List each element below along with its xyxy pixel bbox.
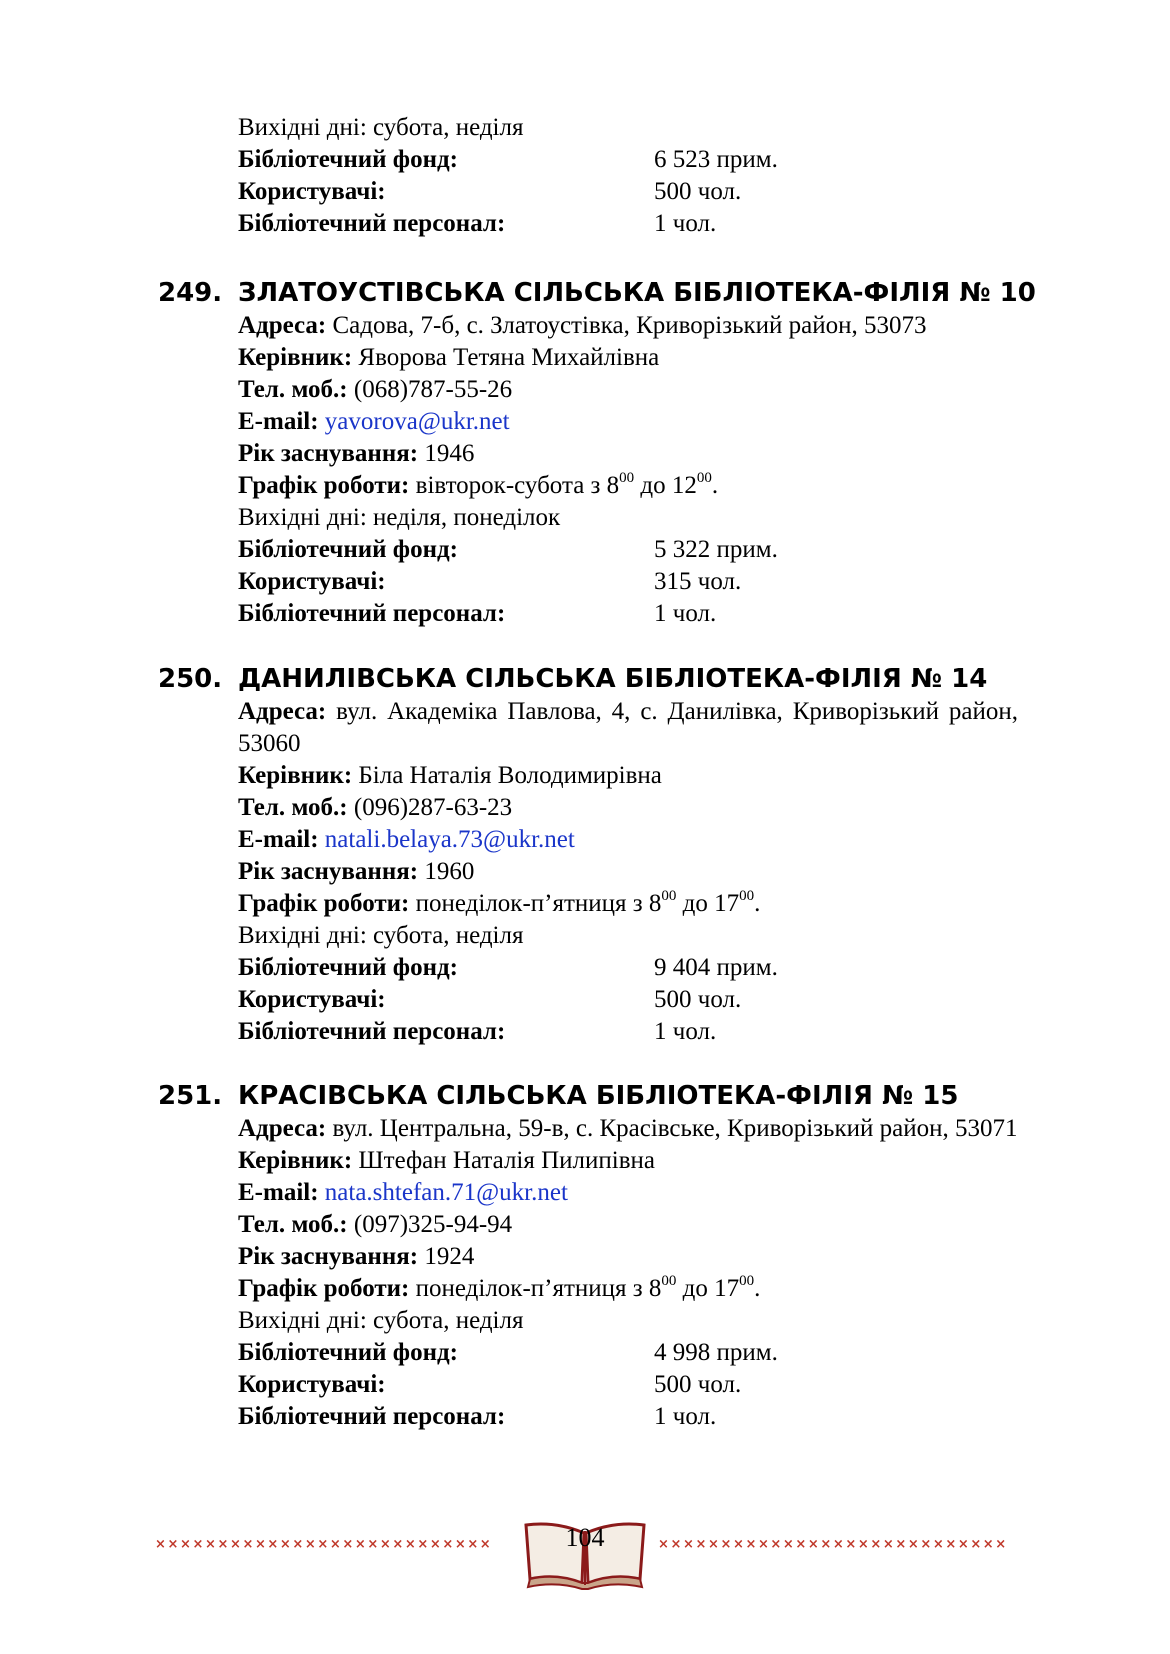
phone-row bbox=[158, 1209, 1018, 1241]
phone-value: (068)787-55-26 bbox=[353, 376, 513, 403]
founded-row bbox=[158, 856, 1018, 888]
founded-row bbox=[158, 438, 1018, 470]
entry-title: ЗЛАТОУСТІВСЬКА СІЛЬСЬКА БІБЛІОТЕКА-ФІЛІЯ № 10 bbox=[238, 278, 1036, 308]
email-row bbox=[158, 824, 1018, 856]
head-value: Біла Наталія Володимирівна bbox=[358, 762, 662, 789]
fund-label: Бібліотечний фонд: bbox=[238, 954, 458, 981]
days-off: Вихідні дні: субота, неділя bbox=[238, 114, 524, 141]
schedule-label: Графік роботи: bbox=[238, 1275, 410, 1302]
library-entry-251 bbox=[158, 1079, 1018, 1433]
fund-row bbox=[158, 1337, 1018, 1369]
users-row bbox=[158, 1369, 1018, 1401]
head-label: Керівник: bbox=[238, 344, 353, 371]
founded-row bbox=[158, 1241, 1018, 1273]
users-label: Користувачі: bbox=[238, 178, 386, 205]
address-label: Адреса: bbox=[238, 1115, 327, 1142]
address-label: Адреса: bbox=[238, 312, 327, 339]
schedule-mid: до 12 bbox=[640, 472, 697, 499]
entry-title: КРАСІВСЬКА СІЛЬСЬКА БІБЛІОТЕКА-ФІЛІЯ № 15 bbox=[238, 1081, 959, 1111]
users-row bbox=[158, 566, 1018, 598]
days-off: Вихідні дні: неділя, понеділок bbox=[238, 504, 561, 531]
schedule-label: Графік роботи: bbox=[238, 472, 410, 499]
phone-row bbox=[158, 374, 1018, 406]
schedule-text: понеділок-п’ятниця з 8 bbox=[415, 890, 662, 917]
address-row bbox=[158, 310, 1018, 342]
staff-label: Бібліотечний персонал: bbox=[238, 600, 506, 627]
users-value: 500 чол. bbox=[654, 986, 742, 1013]
decorative-stars-left: ××××××××××××××××××××××××××× bbox=[155, 1537, 493, 1552]
phone-label: Тел. моб.: bbox=[238, 1211, 348, 1238]
founded-label: Рік заснування: bbox=[238, 858, 419, 885]
head-value: Яворова Тетяна Михайлівна bbox=[358, 344, 660, 371]
entry-heading bbox=[158, 276, 1036, 310]
founded-value: 1946 bbox=[424, 440, 475, 467]
head-row bbox=[158, 342, 1018, 374]
founded-label: Рік заснування: bbox=[238, 440, 419, 467]
staff-value: 1 чол. bbox=[654, 600, 717, 627]
email-link[interactable]: yavorova@ukr.net bbox=[324, 408, 510, 435]
address-value: Садова, 7-б, с. Златоустівка, Криворізький район, 53073 bbox=[332, 312, 927, 339]
phone-label: Тел. моб.: bbox=[238, 376, 348, 403]
fund-row bbox=[158, 952, 1018, 984]
fund-value: 4 998 прим. bbox=[654, 1339, 778, 1366]
phone-row bbox=[158, 792, 1018, 824]
head-value: Штефан Наталія Пилипівна bbox=[358, 1147, 656, 1174]
days-off: Вихідні дні: субота, неділя bbox=[238, 922, 524, 949]
address-row bbox=[158, 1113, 1018, 1145]
staff-value: 1 чол. bbox=[654, 1018, 717, 1045]
library-entry-250 bbox=[158, 662, 1018, 1048]
schedule-end: . bbox=[754, 890, 761, 917]
schedule-sup-start: 00 bbox=[661, 1273, 677, 1289]
head-row bbox=[158, 760, 1018, 792]
staff-label: Бібліотечний персонал: bbox=[238, 1018, 506, 1045]
users-value: 315 чол. bbox=[654, 568, 742, 595]
staff-label: Бібліотечний персонал: bbox=[238, 1403, 506, 1430]
previous-entry-tail bbox=[158, 112, 1018, 240]
fund-label: Бібліотечний фонд: bbox=[238, 536, 458, 563]
schedule-sup-start: 00 bbox=[619, 470, 635, 486]
library-entry-249 bbox=[158, 276, 1036, 630]
email-row bbox=[158, 1177, 1018, 1209]
users-label: Користувачі: bbox=[238, 986, 386, 1013]
address-row bbox=[158, 696, 1018, 760]
schedule-end: . bbox=[711, 472, 719, 499]
phone-value: (097)325-94-94 bbox=[353, 1211, 513, 1238]
founded-value: 1924 bbox=[424, 1243, 475, 1270]
schedule-row bbox=[158, 888, 1018, 920]
head-row bbox=[158, 1145, 1018, 1177]
staff-value: 1 чол. bbox=[654, 210, 717, 237]
fund-value: 9 404 прим. bbox=[654, 954, 778, 981]
phone-value: (096)287-63-23 bbox=[353, 794, 513, 821]
entry-heading bbox=[158, 662, 1018, 696]
staff-row bbox=[158, 1401, 1018, 1433]
schedule-sup-end: 00 bbox=[696, 470, 712, 486]
schedule-text: вівторок-субота з 8 bbox=[415, 472, 620, 499]
address-value: вул. Центральна, 59-в, с. Красівське, Криворізький район, 53071 bbox=[332, 1115, 1018, 1142]
phone-label: Тел. моб.: bbox=[238, 794, 348, 821]
fund-row bbox=[158, 534, 1018, 566]
staff-value: 1 чол. bbox=[654, 1403, 717, 1430]
staff-label: Бібліотечний персонал: bbox=[238, 210, 506, 237]
schedule-end: . bbox=[754, 1275, 761, 1302]
head-label: Керівник: bbox=[238, 1147, 353, 1174]
entry-heading bbox=[158, 1079, 1018, 1113]
staff-row bbox=[158, 208, 1018, 240]
schedule-sup-end: 00 bbox=[739, 1273, 755, 1289]
staff-row bbox=[158, 598, 1018, 630]
users-label: Користувачі: bbox=[238, 1371, 386, 1398]
email-label: E-mail: bbox=[238, 408, 319, 435]
decorative-stars-right: ×××××××××××××××××××××××××××× bbox=[658, 1537, 1008, 1552]
entry-number: 249. bbox=[158, 278, 223, 308]
email-label: E-mail: bbox=[238, 1179, 319, 1206]
email-link[interactable]: natali.belaya.73@ukr.net bbox=[324, 826, 575, 853]
entry-number: 250. bbox=[158, 664, 223, 694]
email-label: E-mail: bbox=[238, 826, 319, 853]
fund-label: Бібліотечний фонд: bbox=[238, 146, 458, 173]
entry-title: ДАНИЛІВСЬКА СІЛЬСЬКА БІБЛІОТЕКА-ФІЛІЯ № 14 bbox=[238, 664, 988, 694]
schedule-mid: до 17 bbox=[682, 890, 740, 917]
staff-row bbox=[158, 1016, 1018, 1048]
head-label: Керівник: bbox=[238, 762, 353, 789]
users-label: Користувачі: bbox=[238, 568, 386, 595]
users-row bbox=[158, 176, 1018, 208]
email-link[interactable]: nata.shtefan.71@ukr.net bbox=[324, 1179, 568, 1206]
fund-value: 6 523 прим. bbox=[654, 146, 778, 173]
schedule-text: понеділок-п’ятниця з 8 bbox=[415, 1275, 662, 1302]
schedule-sup-end: 00 bbox=[739, 888, 755, 904]
users-row bbox=[158, 984, 1018, 1016]
schedule-row bbox=[158, 1273, 1018, 1305]
page-number: 104 bbox=[565, 1523, 605, 1552]
schedule-sup-start: 00 bbox=[661, 888, 677, 904]
users-value: 500 чол. bbox=[654, 178, 742, 205]
fund-row bbox=[158, 144, 1018, 176]
founded-value: 1960 bbox=[424, 858, 475, 885]
days-off: Вихідні дні: субота, неділя bbox=[238, 1307, 524, 1334]
page-footer bbox=[0, 1515, 1170, 1595]
schedule-row bbox=[158, 470, 1018, 502]
fund-label: Бібліотечний фонд: bbox=[238, 1339, 458, 1366]
email-row bbox=[158, 406, 1018, 438]
schedule-mid: до 17 bbox=[682, 1275, 740, 1302]
fund-value: 5 322 прим. bbox=[654, 536, 778, 563]
users-value: 500 чол. bbox=[654, 1371, 742, 1398]
address-value: вул. Академіка Павлова, 4, с. Данилівка, Криворізький район, 53060 bbox=[238, 698, 1019, 757]
address-label: Адреса: bbox=[238, 698, 327, 725]
schedule-label: Графік роботи: bbox=[238, 890, 410, 917]
entry-number: 251. bbox=[158, 1081, 223, 1111]
founded-label: Рік заснування: bbox=[238, 1243, 419, 1270]
